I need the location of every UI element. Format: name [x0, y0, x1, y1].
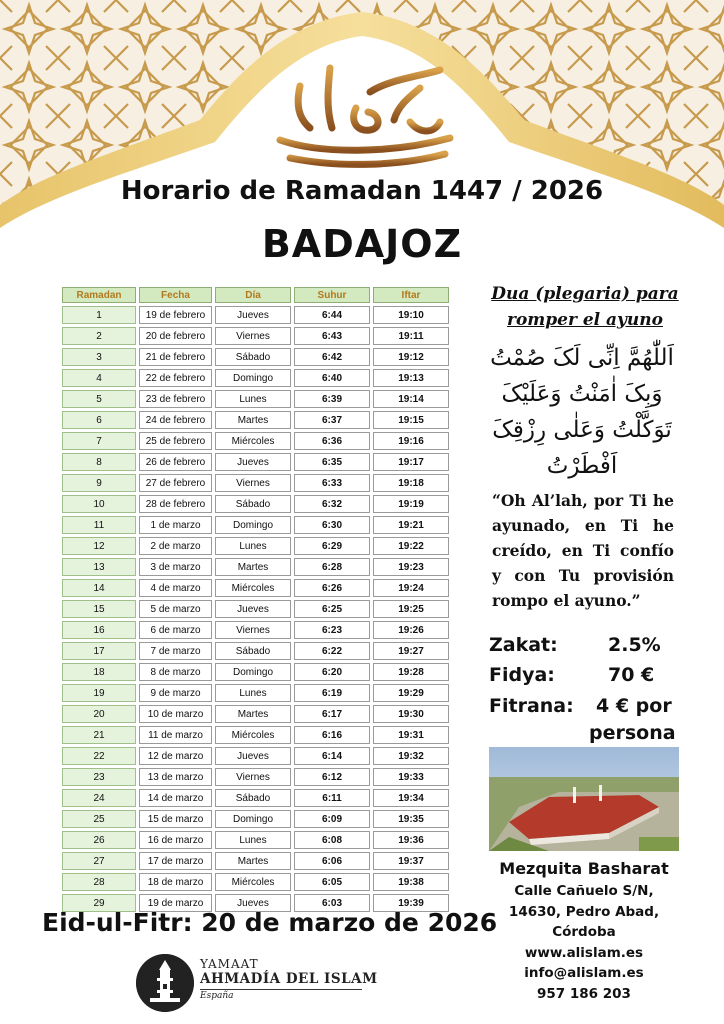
suhur-time-cell: 6:08 [294, 831, 370, 849]
date-cell: 19 de febrero [139, 306, 212, 324]
ramadan-day-cell: 17 [62, 642, 136, 660]
suhur-time-cell: 6:23 [294, 621, 370, 639]
ramadan-day-cell: 19 [62, 684, 136, 702]
ramadan-day-cell: 9 [62, 474, 136, 492]
suhur-time-cell: 6:17 [294, 705, 370, 723]
suhur-time-cell: 6:35 [294, 453, 370, 471]
iftar-time-cell: 19:37 [373, 852, 449, 870]
ramadan-day-cell: 26 [62, 831, 136, 849]
suhur-time-cell: 6:05 [294, 873, 370, 891]
iftar-time-cell: 19:31 [373, 726, 449, 744]
ramadan-kareem-calligraphy [270, 58, 460, 176]
date-cell: 15 de marzo [139, 810, 212, 828]
iftar-time-cell: 19:24 [373, 579, 449, 597]
table-row [62, 495, 449, 513]
date-cell: 20 de febrero [139, 327, 212, 345]
dua-title-line-2: romper el ayuno [506, 310, 663, 330]
arabic-line: تَوَکَّلْتُ وَعَلٰی رِزْقِکَ [492, 417, 672, 443]
table-row [62, 579, 449, 597]
ramadan-day-cell: 11 [62, 516, 136, 534]
suhur-time-cell: 6:12 [294, 768, 370, 786]
date-cell: 7 de marzo [139, 642, 212, 660]
suhur-time-cell: 6:06 [294, 852, 370, 870]
dua-translation: “Oh Al’lah, por Ti he ayunado, en Ti he creído, en Ti confío y con Tu provisión rompo el ayuno.” [492, 491, 674, 610]
header-ramadan: Ramadan [62, 287, 136, 303]
date-cell: 13 de marzo [139, 768, 212, 786]
iftar-time-cell: 19:10 [373, 306, 449, 324]
phone-number: 957 186 203 [537, 985, 631, 1002]
iftar-time-cell: 19:26 [373, 621, 449, 639]
fitrana-value: 4 € por [596, 695, 672, 717]
table-row [62, 558, 449, 576]
weekday-cell: Jueves [215, 453, 291, 471]
weekday-cell: Lunes [215, 537, 291, 555]
iftar-time-cell: 19:35 [373, 810, 449, 828]
table-row [62, 348, 449, 366]
date-cell: 24 de febrero [139, 411, 212, 429]
suhur-time-cell: 6:25 [294, 600, 370, 618]
weekday-cell: Viernes [215, 768, 291, 786]
arabic-line: اَفْطَرْتُ [546, 453, 618, 479]
weekday-cell: Sábado [215, 789, 291, 807]
table-row [62, 306, 449, 324]
table-row [62, 516, 449, 534]
date-cell: 14 de marzo [139, 789, 212, 807]
ramadan-day-cell: 8 [62, 453, 136, 471]
weekday-cell: Viernes [215, 474, 291, 492]
ramadan-day-cell: 23 [62, 768, 136, 786]
date-cell: 11 de marzo [139, 726, 212, 744]
date-cell: 5 de marzo [139, 600, 212, 618]
ramadan-day-cell: 27 [62, 852, 136, 870]
email-link[interactable]: info@alislam.es [524, 965, 644, 981]
weekday-cell: Miércoles [215, 873, 291, 891]
weekday-cell: Miércoles [215, 726, 291, 744]
logo-divider [200, 989, 362, 990]
table-row [62, 642, 449, 660]
table-body [62, 306, 449, 912]
table-row [62, 432, 449, 450]
date-cell: 8 de marzo [139, 663, 212, 681]
weekday-cell: Jueves [215, 600, 291, 618]
header-iftar: Iftar [373, 287, 449, 303]
weekday-cell: Domingo [215, 663, 291, 681]
suhur-time-cell: 6:16 [294, 726, 370, 744]
iftar-time-cell: 19:12 [373, 348, 449, 366]
suhur-time-cell: 6:32 [294, 495, 370, 513]
suhur-time-cell: 6:03 [294, 894, 370, 912]
suhur-time-cell: 6:26 [294, 579, 370, 597]
address-postal: 14630, Pedro Abad, [508, 903, 660, 920]
ramadan-day-cell: 3 [62, 348, 136, 366]
iftar-time-cell: 19:23 [373, 558, 449, 576]
dua-title [476, 281, 694, 333]
weekday-cell: Miércoles [215, 579, 291, 597]
table-row [62, 789, 449, 807]
suhur-time-cell: 6:28 [294, 558, 370, 576]
zakat-label: Zakat: [489, 634, 558, 656]
ramadan-day-cell: 21 [62, 726, 136, 744]
table-row [62, 852, 449, 870]
date-cell: 26 de febrero [139, 453, 212, 471]
table-row [62, 768, 449, 786]
address-province: Córdoba [552, 924, 616, 940]
mosque-minaret-icon [136, 954, 194, 1012]
fitrana-value-unit: persona [589, 722, 676, 744]
weekday-cell: Domingo [215, 810, 291, 828]
suhur-time-cell: 6:19 [294, 684, 370, 702]
weekday-cell: Martes [215, 852, 291, 870]
ramadan-day-cell: 24 [62, 789, 136, 807]
table-row [62, 453, 449, 471]
date-cell: 18 de marzo [139, 873, 212, 891]
address-street: Calle Cañuelo S/N, [514, 883, 654, 899]
date-cell: 10 de marzo [139, 705, 212, 723]
iftar-time-cell: 19:14 [373, 390, 449, 408]
table-row [62, 474, 449, 492]
logo-line-3: España [200, 991, 234, 1001]
ramadan-day-cell: 28 [62, 873, 136, 891]
city-name: BADAJOZ [261, 222, 463, 266]
iftar-time-cell: 19:13 [373, 369, 449, 387]
table-row [62, 684, 449, 702]
date-cell: 4 de marzo [139, 579, 212, 597]
weekday-cell: Jueves [215, 747, 291, 765]
weekday-cell: Martes [215, 705, 291, 723]
ramadan-day-cell: 5 [62, 390, 136, 408]
ramadan-day-cell: 15 [62, 600, 136, 618]
arabic-line: اَللّٰھُمَّ اِنِّی لَکَ صُمْتُ [490, 345, 674, 371]
suhur-time-cell: 6:22 [294, 642, 370, 660]
date-cell: 9 de marzo [139, 684, 212, 702]
iftar-time-cell: 19:38 [373, 873, 449, 891]
eid-date: Eid-ul-Fitr: 20 de marzo de 2026 [42, 908, 498, 937]
iftar-time-cell: 19:25 [373, 600, 449, 618]
ramadan-day-cell: 22 [62, 747, 136, 765]
weekday-cell: Lunes [215, 390, 291, 408]
ramadan-day-cell: 7 [62, 432, 136, 450]
date-cell: 6 de marzo [139, 621, 212, 639]
weekday-cell: Domingo [215, 369, 291, 387]
iftar-time-cell: 19:33 [373, 768, 449, 786]
ramadan-day-cell: 2 [62, 327, 136, 345]
iftar-time-cell: 19:15 [373, 411, 449, 429]
organization-logo-text [200, 957, 378, 1002]
iftar-time-cell: 19:39 [373, 894, 449, 912]
ramadan-day-cell: 25 [62, 810, 136, 828]
date-cell: 21 de febrero [139, 348, 212, 366]
weekday-cell: Viernes [215, 621, 291, 639]
weekday-cell: Sábado [215, 495, 291, 513]
website-link[interactable]: www.alislam.es [524, 944, 644, 961]
date-cell: 19 de marzo [139, 894, 212, 912]
date-cell: 23 de febrero [139, 390, 212, 408]
ramadan-day-cell: 20 [62, 705, 136, 723]
fidya-label: Fidya: [489, 664, 555, 686]
table-row [62, 327, 449, 345]
suhur-time-cell: 6:42 [294, 348, 370, 366]
iftar-time-cell: 19:28 [373, 663, 449, 681]
weekday-cell: Martes [215, 411, 291, 429]
suhur-time-cell: 6:09 [294, 810, 370, 828]
date-cell: 3 de marzo [139, 558, 212, 576]
dua-title-line-1: Dua (plegaria) para [491, 284, 679, 304]
date-cell: 1 de marzo [139, 516, 212, 534]
page-title: Horario de Ramadan 1447 / 2026 [120, 176, 604, 206]
mosque-address [484, 857, 684, 1004]
iftar-time-cell: 19:16 [373, 432, 449, 450]
ramadan-day-cell: 12 [62, 537, 136, 555]
weekday-cell: Martes [215, 558, 291, 576]
table-row [62, 369, 449, 387]
ramadan-day-cell: 4 [62, 369, 136, 387]
ramadan-day-cell: 14 [62, 579, 136, 597]
mosque-name: Mezquita Basharat [499, 859, 669, 878]
ramadan-day-cell: 6 [62, 411, 136, 429]
arabic-line: وَبِکَ اٰمَنْتُ وَعَلَیْکَ [501, 381, 663, 407]
weekday-cell: Jueves [215, 306, 291, 324]
table-row [62, 726, 449, 744]
table-row [62, 810, 449, 828]
suhur-time-cell: 6:43 [294, 327, 370, 345]
suhur-time-cell: 6:40 [294, 369, 370, 387]
calligraphy-text: رمضان كريم [362, 118, 368, 119]
fitrana-label: Fitrana: [489, 695, 574, 717]
date-cell: 16 de marzo [139, 831, 212, 849]
weekday-cell: Sábado [215, 348, 291, 366]
suhur-time-cell: 6:33 [294, 474, 370, 492]
table-row [62, 663, 449, 681]
iftar-time-cell: 19:32 [373, 747, 449, 765]
weekday-cell: Miércoles [215, 432, 291, 450]
header-suhur: Suhur [294, 287, 370, 303]
suhur-time-cell: 6:20 [294, 663, 370, 681]
zakat-value: 2.5% [608, 634, 661, 656]
table-row [62, 831, 449, 849]
ramadan-day-cell: 10 [62, 495, 136, 513]
table-row [62, 621, 449, 639]
date-cell: 25 de febrero [139, 432, 212, 450]
table-row [62, 390, 449, 408]
weekday-cell: Sábado [215, 642, 291, 660]
ramadan-day-cell: 16 [62, 621, 136, 639]
iftar-time-cell: 19:29 [373, 684, 449, 702]
mosque-photo [489, 747, 679, 851]
iftar-time-cell: 19:17 [373, 453, 449, 471]
suhur-time-cell: 6:14 [294, 747, 370, 765]
table-row [62, 600, 449, 618]
iftar-time-cell: 19:11 [373, 327, 449, 345]
logo-line-2: AHMADÍA DEL ISLAM [200, 971, 378, 987]
ramadan-day-cell: 29 [62, 894, 136, 912]
date-cell: 12 de marzo [139, 747, 212, 765]
table-header-row [62, 287, 449, 303]
dua-arabic-text [470, 340, 694, 484]
suhur-time-cell: 6:36 [294, 432, 370, 450]
date-cell: 17 de marzo [139, 852, 212, 870]
date-cell: 28 de febrero [139, 495, 212, 513]
suhur-time-cell: 6:37 [294, 411, 370, 429]
header-dia: Día [215, 287, 291, 303]
date-cell: 2 de marzo [139, 537, 212, 555]
table-row [62, 747, 449, 765]
iftar-time-cell: 19:18 [373, 474, 449, 492]
table-row [62, 705, 449, 723]
suhur-time-cell: 6:29 [294, 537, 370, 555]
date-cell: 22 de febrero [139, 369, 212, 387]
iftar-time-cell: 19:34 [373, 789, 449, 807]
weekday-cell: Lunes [215, 684, 291, 702]
iftar-time-cell: 19:19 [373, 495, 449, 513]
iftar-time-cell: 19:30 [373, 705, 449, 723]
iftar-time-cell: 19:21 [373, 516, 449, 534]
table-row [62, 537, 449, 555]
iftar-time-cell: 19:27 [373, 642, 449, 660]
suhur-time-cell: 6:11 [294, 789, 370, 807]
suhur-time-cell: 6:39 [294, 390, 370, 408]
weekday-cell: Jueves [215, 894, 291, 912]
fidya-value: 70 € [608, 664, 655, 686]
header-fecha: Fecha [139, 287, 212, 303]
weekday-cell: Lunes [215, 831, 291, 849]
weekday-cell: Domingo [215, 516, 291, 534]
suhur-time-cell: 6:44 [294, 306, 370, 324]
date-cell: 27 de febrero [139, 474, 212, 492]
ramadan-schedule-table [59, 284, 452, 915]
logo-line-1: YAMAAT [200, 957, 259, 971]
table-row [62, 873, 449, 891]
ramadan-day-cell: 1 [62, 306, 136, 324]
ramadan-day-cell: 13 [62, 558, 136, 576]
iftar-time-cell: 19:36 [373, 831, 449, 849]
suhur-time-cell: 6:30 [294, 516, 370, 534]
iftar-time-cell: 19:22 [373, 537, 449, 555]
table-row [62, 411, 449, 429]
weekday-cell: Viernes [215, 327, 291, 345]
ramadan-day-cell: 18 [62, 663, 136, 681]
